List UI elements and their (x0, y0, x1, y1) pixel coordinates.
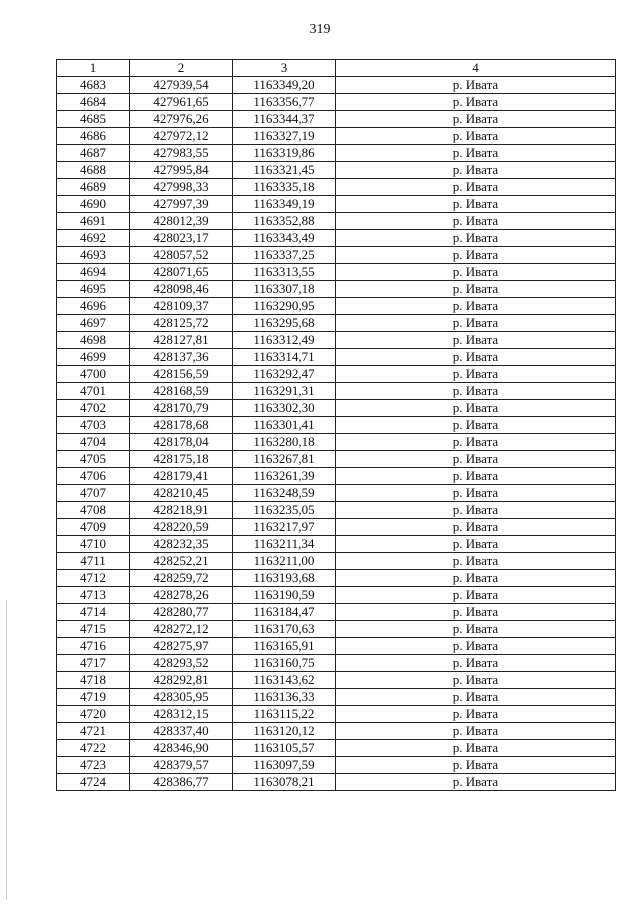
cell-point-number: 4701 (57, 383, 130, 400)
cell-point-number: 4724 (57, 774, 130, 791)
cell-point-number: 4718 (57, 672, 130, 689)
cell-y-coordinate: 1163184,47 (233, 604, 336, 621)
cell-y-coordinate: 1163190,59 (233, 587, 336, 604)
cell-x-coordinate: 428220,59 (130, 519, 233, 536)
cell-object: р. Ивата (336, 366, 616, 383)
cell-x-coordinate: 427972,12 (130, 128, 233, 145)
cell-x-coordinate: 428386,77 (130, 774, 233, 791)
cell-point-number: 4723 (57, 757, 130, 774)
table-row (57, 77, 616, 94)
cell-y-coordinate: 1163267,81 (233, 451, 336, 468)
header-row (57, 60, 616, 77)
table-row (57, 281, 616, 298)
cell-object: р. Ивата (336, 213, 616, 230)
cell-point-number: 4685 (57, 111, 130, 128)
cell-point-number: 4702 (57, 400, 130, 417)
cell-y-coordinate: 1163337,25 (233, 247, 336, 264)
cell-y-coordinate: 1163291,31 (233, 383, 336, 400)
cell-point-number: 4694 (57, 264, 130, 281)
table-row (57, 196, 616, 213)
cell-object: р. Ивата (336, 332, 616, 349)
cell-point-number: 4712 (57, 570, 130, 587)
cell-y-coordinate: 1163344,37 (233, 111, 336, 128)
cell-x-coordinate: 428272,12 (130, 621, 233, 638)
cell-object: р. Ивата (336, 417, 616, 434)
cell-y-coordinate: 1163343,49 (233, 230, 336, 247)
cell-point-number: 4698 (57, 332, 130, 349)
cell-point-number: 4713 (57, 587, 130, 604)
cell-y-coordinate: 1163314,71 (233, 349, 336, 366)
cell-y-coordinate: 1163165,91 (233, 638, 336, 655)
cell-point-number: 4688 (57, 162, 130, 179)
cell-x-coordinate: 428379,57 (130, 757, 233, 774)
cell-x-coordinate: 428259,72 (130, 570, 233, 587)
table-row (57, 774, 616, 791)
cell-object: р. Ивата (336, 434, 616, 451)
cell-y-coordinate: 1163352,88 (233, 213, 336, 230)
table-row (57, 689, 616, 706)
table-row (57, 298, 616, 315)
cell-x-coordinate: 428071,65 (130, 264, 233, 281)
cell-x-coordinate: 428127,81 (130, 332, 233, 349)
cell-x-coordinate: 428125,72 (130, 315, 233, 332)
cell-x-coordinate: 428137,36 (130, 349, 233, 366)
table-row (57, 128, 616, 145)
table-row (57, 485, 616, 502)
table-row (57, 94, 616, 111)
cell-y-coordinate: 1163235,05 (233, 502, 336, 519)
cell-point-number: 4716 (57, 638, 130, 655)
table-row (57, 179, 616, 196)
table-row (57, 162, 616, 179)
cell-object: р. Ивата (336, 451, 616, 468)
table-row (57, 604, 616, 621)
table-row (57, 553, 616, 570)
cell-x-coordinate: 428337,40 (130, 723, 233, 740)
cell-point-number: 4700 (57, 366, 130, 383)
cell-y-coordinate: 1163105,57 (233, 740, 336, 757)
cell-y-coordinate: 1163313,55 (233, 264, 336, 281)
cell-x-coordinate: 428275,97 (130, 638, 233, 655)
cell-y-coordinate: 1163356,77 (233, 94, 336, 111)
cell-object: р. Ивата (336, 655, 616, 672)
cell-object: р. Ивата (336, 298, 616, 315)
cell-point-number: 4720 (57, 706, 130, 723)
table-row (57, 536, 616, 553)
cell-x-coordinate: 427939,54 (130, 77, 233, 94)
cell-point-number: 4695 (57, 281, 130, 298)
cell-x-coordinate: 428170,79 (130, 400, 233, 417)
cell-object: р. Ивата (336, 774, 616, 791)
table-row (57, 213, 616, 230)
cell-object: р. Ивата (336, 145, 616, 162)
cell-point-number: 4705 (57, 451, 130, 468)
table-row (57, 757, 616, 774)
table-row (57, 570, 616, 587)
cell-object: р. Ивата (336, 757, 616, 774)
cell-object: р. Ивата (336, 400, 616, 417)
cell-object: р. Ивата (336, 77, 616, 94)
cell-point-number: 4704 (57, 434, 130, 451)
cell-y-coordinate: 1163261,39 (233, 468, 336, 485)
cell-object: р. Ивата (336, 264, 616, 281)
table-header (57, 60, 616, 77)
cell-point-number: 4689 (57, 179, 130, 196)
cell-y-coordinate: 1163193,68 (233, 570, 336, 587)
cell-point-number: 4692 (57, 230, 130, 247)
cell-x-coordinate: 427961,65 (130, 94, 233, 111)
cell-object: р. Ивата (336, 740, 616, 757)
cell-y-coordinate: 1163335,18 (233, 179, 336, 196)
header-cell-y-coordinate: 3 (233, 60, 336, 77)
cell-x-coordinate: 428175,18 (130, 451, 233, 468)
cell-point-number: 4722 (57, 740, 130, 757)
table-row (57, 417, 616, 434)
table-row (57, 247, 616, 264)
cell-object: р. Ивата (336, 468, 616, 485)
cell-object: р. Ивата (336, 94, 616, 111)
cell-y-coordinate: 1163211,34 (233, 536, 336, 553)
cell-object: р. Ивата (336, 196, 616, 213)
table-row (57, 400, 616, 417)
table-row (57, 706, 616, 723)
cell-object: р. Ивата (336, 485, 616, 502)
cell-x-coordinate: 428278,26 (130, 587, 233, 604)
cell-object: р. Ивата (336, 281, 616, 298)
page-edge-line (6, 600, 7, 900)
cell-x-coordinate: 428232,35 (130, 536, 233, 553)
table-row (57, 111, 616, 128)
table-row (57, 468, 616, 485)
cell-point-number: 4709 (57, 519, 130, 536)
cell-x-coordinate: 428168,59 (130, 383, 233, 400)
cell-object: р. Ивата (336, 689, 616, 706)
cell-y-coordinate: 1163295,68 (233, 315, 336, 332)
cell-object: р. Ивата (336, 519, 616, 536)
cell-y-coordinate: 1163319,86 (233, 145, 336, 162)
cell-point-number: 4693 (57, 247, 130, 264)
cell-object: р. Ивата (336, 111, 616, 128)
cell-y-coordinate: 1163307,18 (233, 281, 336, 298)
table-row (57, 638, 616, 655)
cell-object: р. Ивата (336, 179, 616, 196)
cell-x-coordinate: 428109,37 (130, 298, 233, 315)
cell-x-coordinate: 428280,77 (130, 604, 233, 621)
table-row (57, 315, 616, 332)
cell-x-coordinate: 428346,90 (130, 740, 233, 757)
cell-point-number: 4717 (57, 655, 130, 672)
table-row (57, 451, 616, 468)
cell-point-number: 4686 (57, 128, 130, 145)
cell-object: р. Ивата (336, 315, 616, 332)
cell-y-coordinate: 1163136,33 (233, 689, 336, 706)
cell-point-number: 4687 (57, 145, 130, 162)
cell-y-coordinate: 1163312,49 (233, 332, 336, 349)
cell-object: р. Ивата (336, 672, 616, 689)
cell-point-number: 4706 (57, 468, 130, 485)
cell-point-number: 4691 (57, 213, 130, 230)
cell-point-number: 4697 (57, 315, 130, 332)
cell-y-coordinate: 1163302,30 (233, 400, 336, 417)
cell-point-number: 4715 (57, 621, 130, 638)
cell-y-coordinate: 1163160,75 (233, 655, 336, 672)
cell-object: р. Ивата (336, 621, 616, 638)
cell-x-coordinate: 427976,26 (130, 111, 233, 128)
cell-x-coordinate: 428178,04 (130, 434, 233, 451)
cell-point-number: 4721 (57, 723, 130, 740)
cell-object: р. Ивата (336, 604, 616, 621)
cell-object: р. Ивата (336, 553, 616, 570)
cell-x-coordinate: 428305,95 (130, 689, 233, 706)
cell-y-coordinate: 1163349,19 (233, 196, 336, 213)
cell-x-coordinate: 428012,39 (130, 213, 233, 230)
cell-x-coordinate: 428098,46 (130, 281, 233, 298)
cell-x-coordinate: 428210,45 (130, 485, 233, 502)
cell-point-number: 4684 (57, 94, 130, 111)
header-cell-point-number: 1 (57, 60, 130, 77)
cell-x-coordinate: 428292,81 (130, 672, 233, 689)
cell-point-number: 4708 (57, 502, 130, 519)
cell-object: р. Ивата (336, 638, 616, 655)
cell-object: р. Ивата (336, 128, 616, 145)
header-cell-x-coordinate: 2 (130, 60, 233, 77)
cell-x-coordinate: 428156,59 (130, 366, 233, 383)
table-row (57, 349, 616, 366)
cell-object: р. Ивата (336, 349, 616, 366)
table-row (57, 655, 616, 672)
cell-y-coordinate: 1163211,00 (233, 553, 336, 570)
table-row (57, 145, 616, 162)
cell-y-coordinate: 1163115,22 (233, 706, 336, 723)
table-body (57, 77, 616, 791)
cell-y-coordinate: 1163321,45 (233, 162, 336, 179)
table-row (57, 230, 616, 247)
table-row (57, 672, 616, 689)
page-number: 319 (309, 22, 331, 37)
table-row (57, 264, 616, 281)
table-row (57, 383, 616, 400)
cell-object: р. Ивата (336, 502, 616, 519)
cell-x-coordinate: 427983,55 (130, 145, 233, 162)
cell-point-number: 4683 (57, 77, 130, 94)
cell-point-number: 4703 (57, 417, 130, 434)
cell-y-coordinate: 1163301,41 (233, 417, 336, 434)
table-row (57, 502, 616, 519)
cell-x-coordinate: 428218,91 (130, 502, 233, 519)
cell-point-number: 4714 (57, 604, 130, 621)
cell-x-coordinate: 428179,41 (130, 468, 233, 485)
cell-point-number: 4699 (57, 349, 130, 366)
cell-point-number: 4707 (57, 485, 130, 502)
cell-object: р. Ивата (336, 587, 616, 604)
cell-point-number: 4719 (57, 689, 130, 706)
cell-x-coordinate: 428057,52 (130, 247, 233, 264)
cell-point-number: 4696 (57, 298, 130, 315)
cell-x-coordinate: 428252,21 (130, 553, 233, 570)
cell-y-coordinate: 1163290,95 (233, 298, 336, 315)
cell-x-coordinate: 428023,17 (130, 230, 233, 247)
cell-x-coordinate: 428312,15 (130, 706, 233, 723)
cell-object: р. Ивата (336, 723, 616, 740)
cell-y-coordinate: 1163217,97 (233, 519, 336, 536)
cell-point-number: 4690 (57, 196, 130, 213)
cell-y-coordinate: 1163327,19 (233, 128, 336, 145)
cell-object: р. Ивата (336, 536, 616, 553)
cell-y-coordinate: 1163120,12 (233, 723, 336, 740)
table-row (57, 366, 616, 383)
table-row (57, 519, 616, 536)
cell-point-number: 4710 (57, 536, 130, 553)
cell-x-coordinate: 427995,84 (130, 162, 233, 179)
table-row (57, 621, 616, 638)
cell-x-coordinate: 427997,39 (130, 196, 233, 213)
table-row (57, 332, 616, 349)
table-row (57, 723, 616, 740)
cell-object: р. Ивата (336, 247, 616, 264)
cell-x-coordinate: 428178,68 (130, 417, 233, 434)
table-row (57, 434, 616, 451)
cell-y-coordinate: 1163248,59 (233, 485, 336, 502)
table-row (57, 740, 616, 757)
cell-x-coordinate: 427998,33 (130, 179, 233, 196)
cell-y-coordinate: 1163280,18 (233, 434, 336, 451)
cell-x-coordinate: 428293,52 (130, 655, 233, 672)
cell-object: р. Ивата (336, 230, 616, 247)
cell-y-coordinate: 1163078,21 (233, 774, 336, 791)
cell-y-coordinate: 1163349,20 (233, 77, 336, 94)
header-cell-object: 4 (336, 60, 616, 77)
table-row (57, 587, 616, 604)
cell-object: р. Ивата (336, 706, 616, 723)
cell-point-number: 4711 (57, 553, 130, 570)
cell-y-coordinate: 1163170,63 (233, 621, 336, 638)
cell-object: р. Ивата (336, 383, 616, 400)
cell-y-coordinate: 1163292,47 (233, 366, 336, 383)
cell-y-coordinate: 1163143,62 (233, 672, 336, 689)
coordinates-table (56, 59, 616, 791)
cell-object: р. Ивата (336, 570, 616, 587)
cell-object: р. Ивата (336, 162, 616, 179)
cell-y-coordinate: 1163097,59 (233, 757, 336, 774)
